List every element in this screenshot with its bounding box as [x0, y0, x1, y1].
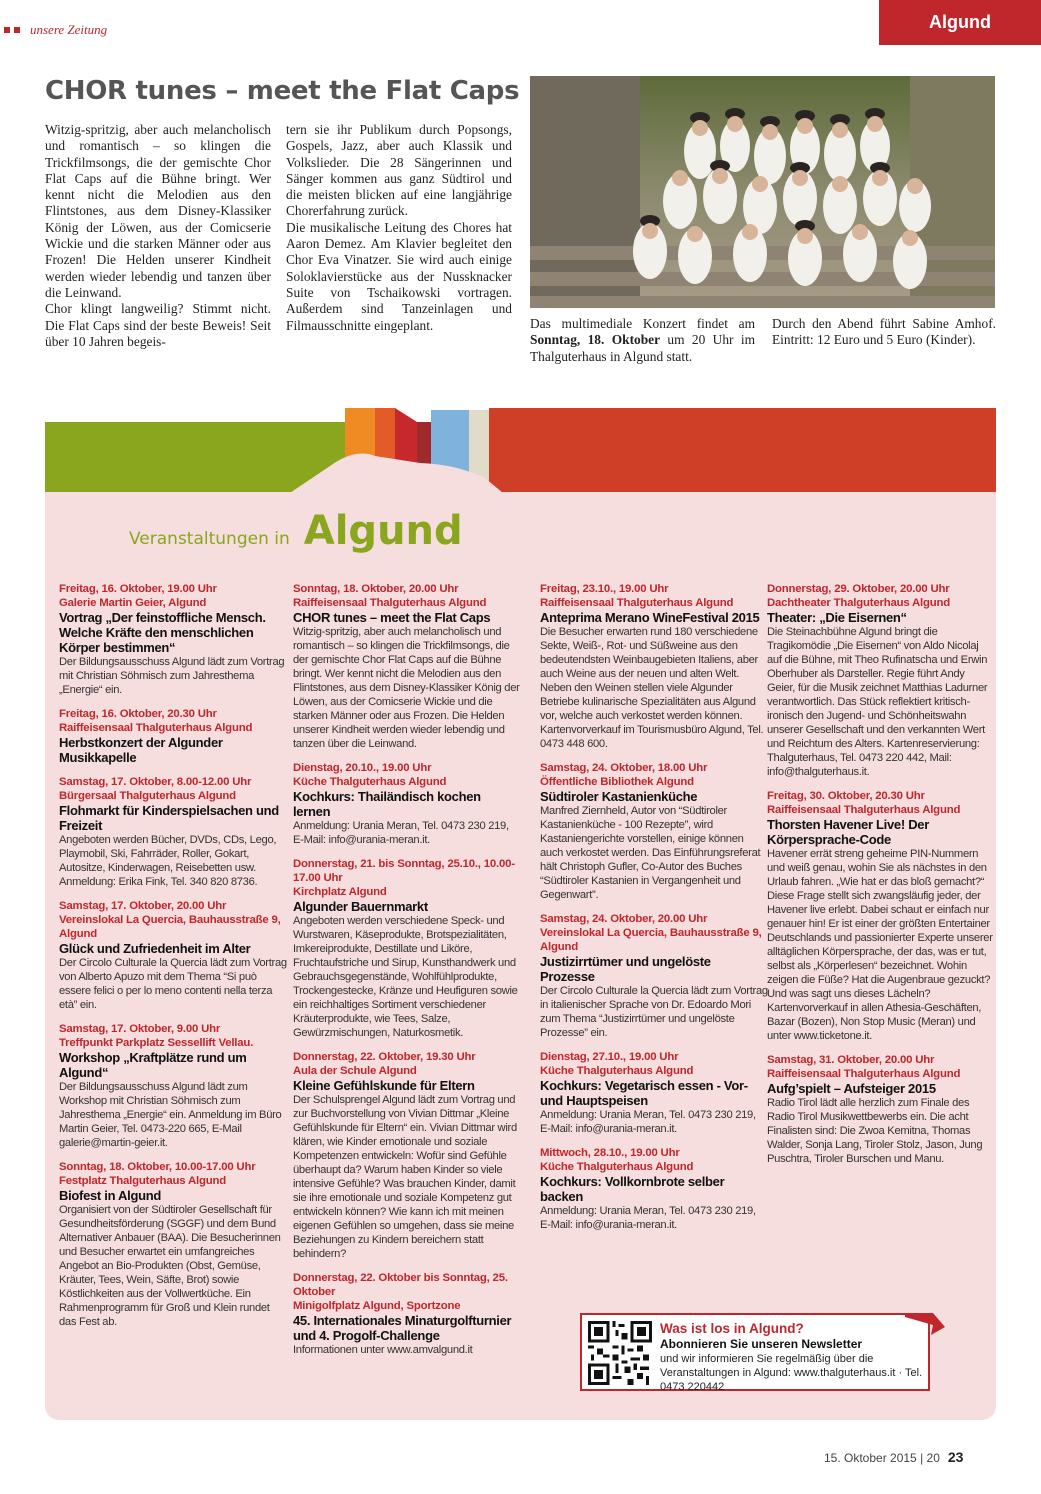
event-date: Samstag, 17. Oktober, 8.00-12.00 Uhr — [59, 776, 252, 788]
issue-date: 15. Oktober 2015 | 20 — [824, 1451, 940, 1465]
event-venue: Aula der Schule Algund — [293, 1065, 417, 1077]
event-entry — [767, 582, 995, 779]
event-entry — [59, 582, 287, 697]
event-venue: Minigolfplatz Algund, Sportzone — [293, 1300, 461, 1312]
event-description: Anmeldung: Urania Meran, Tel. 0473 230 219, E-Mail: info@urania-meran.it. — [540, 1205, 756, 1231]
event-title: CHOR tunes – meet the Flat Caps — [293, 610, 491, 625]
event-description: Der Bildungsausschuss Algund lädt zum Vortrag mit Christian Söhmisch zum Jahresthema „Energie“ ein. — [59, 656, 285, 696]
event-venue: Bürgersaal Thalguterhaus Algund — [59, 790, 236, 802]
event-date: Freitag, 16. Oktober, 20.30 Uhr — [59, 708, 217, 720]
page-footer — [824, 1449, 963, 1465]
newsletter-subscribe[interactable]: Abonnieren Sie unseren Newsletter — [660, 1337, 863, 1351]
brand-square-icon — [4, 27, 10, 33]
event-entry — [293, 1271, 521, 1357]
event-venue: Küche Thalguterhaus Algund — [540, 1161, 694, 1173]
event-entry — [540, 1146, 768, 1232]
event-description: Havener errät streng geheime PIN-Nummern und weiß genau, wohin Sie als nächstes in den Urlaub fahren. „Wie hat er das bloß gemacht?“ Diese Frage stellt sich zwangsläufig jeder, der Havener live erlebt. Dabei schaut er einfach nur genauer hin! Er ist einer der größten Entertainer Deutschlands und passionierter Experte unserer alltäglichen Körpersprache, der das, was er tut, selbst als „Körperlesen“ bezeichnet. Wohin zeigen die Füße? Hat die Augenbraue gezuckt? Und was sagt uns dieses Lächeln? Kartenvorverkauf in allen Athesia-Geschäften, Bazar (Bozen), Non Stop Music (Meran) und unter www.ticketone.it. — [767, 848, 993, 1042]
brand-square-icon — [14, 27, 20, 33]
event-venue: Öffentliche Bibliothek Algund — [540, 776, 694, 788]
events-heading — [129, 508, 463, 554]
event-description: Manfred Ziernheld, Autor von “Südtiroler Kastanienküche - 100 Rezepte”, wird Kastaniengerichte vorstellen, einige können auch verkostet werden. Das Einführungsreferat hält Christoph Gufler, Co-Autor des Buches “Südtiroler Kastanien in Vergangenheit und Gegenwart”. — [540, 805, 761, 901]
events-heading-prefix: Veranstaltungen in — [129, 529, 290, 549]
event-date: Donnerstag, 22. Oktober bis Sonntag, 25. Oktober — [293, 1272, 508, 1298]
event-description: Angeboten werden verschiedene Speck- und Wurstwaren, Käseprodukte, Brotspezialitäten, Imkereiprodukte, Destillate und Liköre, Fruchtaufstriche und Sirup, Kunsthandwerk und Gebrauchsgegenstände, Wohlfühlprodukte, Trockengestecke, Kränze und Heufiguren sowie ein reichhaltiges Sortiment verschiedener Kräuterprodukte, wie Tees, Salze, Gewürzmischungen, Naturkosmetik. — [293, 915, 518, 1039]
event-venue: Festplatz Thalguterhaus Algund — [59, 1175, 226, 1187]
event-title: Südtiroler Kastanienküche — [540, 789, 698, 804]
event-venue: Raiffeisensaal Thalguterhaus Algund — [767, 804, 961, 816]
events-column-3 — [540, 582, 768, 1242]
page-number: 23 — [947, 1449, 964, 1465]
article-paragraph: tern sie ihr Publikum durch Popsongs, Gospels, Jazz, aber auch Klassik und Volkslieder. Die 28 Sängerinnen und Sänger kommen aus ganz Südtirol und die meisten blicken auf eine langjährige Chorerfahrung zurück. — [286, 122, 512, 219]
publication-brand — [4, 22, 107, 38]
event-venue: Raiffeisensaal Thalguterhaus Algund — [59, 722, 253, 734]
choir-photo — [530, 76, 995, 308]
event-entry — [59, 1160, 287, 1329]
event-entry — [293, 761, 521, 847]
newsletter-box — [580, 1313, 930, 1391]
event-title: Aufg’spielt – Aufsteiger 2015 — [767, 1081, 936, 1096]
event-date: Donnerstag, 29. Oktober, 20.00 Uhr — [767, 583, 950, 595]
event-date: Dienstag, 27.10., 19.00 Uhr — [540, 1051, 679, 1063]
event-date: Freitag, 16. Oktober, 19.00 Uhr — [59, 583, 217, 595]
event-title: Theater: „Die Eisernen“ — [767, 610, 907, 625]
event-entry — [59, 775, 287, 889]
event-date: Sonntag, 18. Oktober, 10.00-17.00 Uhr — [59, 1161, 256, 1173]
event-entry — [540, 1050, 768, 1136]
event-entry — [767, 1053, 995, 1166]
event-title: Workshop „Kraftplätze rund um Algund“ — [59, 1050, 247, 1080]
event-description: Der Bildungsausschuss Algund lädt zum Workshop mit Christian Söhmisch zum Jahresthema „Energie“ ein. Anmeldung im Büro Martin Geier, Tel. 0473-220 665, E-Mail galerie@martin-geier.it. — [59, 1081, 282, 1149]
event-title: Anteprima Merano WineFestival 2015 — [540, 610, 760, 625]
newsletter-body: und wir informieren Sie regelmäßig über die Veranstaltungen in Algund: www.thalguterhaus.it · Tel. 0473 220442 — [660, 1353, 923, 1393]
photo-caption-1: Das multimediale Konzert findet am Sonntag, 18. Oktober um 20 Uhr im Thalguterhaus in Algund statt. — [530, 316, 755, 364]
event-date: Dienstag, 20.10., 19.00 Uhr — [293, 762, 432, 774]
event-date: Samstag, 31. Oktober, 20.00 Uhr — [767, 1054, 935, 1066]
event-description: Angeboten werden Bücher, DVDs, CDs, Lego, Playmobil, Ski, Fahrräder, Roller, Gokart, Autositze, Kinderwagen, Reisebetten usw. Anmeldung: Erika Fink, Tel. 340 820 8736. — [59, 834, 277, 888]
article-paragraph: Chor klingt langweilig? Stimmt nicht. Die Flat Caps sind der beste Beweis! Seit über 10 Jahren begeis- — [45, 301, 271, 349]
event-description: Witzig-spritzig, aber auch melancholisch und romantisch – so klingen die Trickfilmsongs, die der gemischte Chor Flat Caps auf die Bühne bringt. Wer kennt nicht die Melodien aus den Flintstones, aus dem Disney-Klassiker König der Löwen, aus der Comicserie Wickie und die starken Männer oder aus Frozen. Die Helden unserer Kindheit werden wieder lebendig und tanzen über die Leinwand. — [293, 626, 520, 750]
events-column-1 — [59, 582, 287, 1339]
event-description: Radio Tirol lädt alle herzlich zum Finale des Radio Tirol Musikwettbewerbs ein. Die acht Finalisten sind: Die Zwoa Kemitna, Thomas Walder, Sonja Lang, Tiroler Stolz, Jason, Jung Puschtra, Tiroler Burschen und Manu. — [767, 1097, 983, 1165]
event-venue: Raiffeisensaal Thalguterhaus Algund — [540, 597, 734, 609]
event-title: Herbstkonzert der Algunder Musikkapelle — [59, 735, 223, 765]
newsletter-text — [660, 1321, 924, 1394]
event-entry — [540, 761, 768, 902]
section-tab: Algund — [879, 0, 1041, 45]
event-title: Kochkurs: Thailändisch kochen lernen — [293, 789, 481, 819]
event-date: Samstag, 24. Oktober, 18.00 Uhr — [540, 762, 708, 774]
event-description: Informationen unter www.amvalgund.it — [293, 1344, 473, 1356]
event-entry — [59, 899, 287, 1012]
event-venue: Küche Thalguterhaus Algund — [540, 1065, 694, 1077]
newsletter-question: Was ist los in Algund? — [660, 1321, 804, 1336]
event-venue: Vereinslokal La Quercia, Bauhausstraße 9, Algund — [540, 927, 762, 953]
event-date: Freitag, 30. Oktober, 20.30 Uhr — [767, 790, 925, 802]
event-description: Die Besucher erwarten rund 180 verschiedene Sekte, Weiß-, Rot- und Süßweine aus den bedeutendsten Weinbaugebieten Italiens, aber auch Weine aus der neuen und alten Welt. Neben den Weinen stellen viele Algunder Betriebe kulinarische Spezialitäten aus Algund vor, welche auch verkostet werden können. Kartenvorverkauf im Tourismusbüro Algund, Tel. 0473 448 600. — [540, 626, 764, 750]
event-date: Freitag, 23.10., 19.00 Uhr — [540, 583, 669, 595]
event-description: Anmeldung: Urania Meran, Tel. 0473 230 219, E-Mail: info@urania-meran.it. — [540, 1109, 756, 1135]
event-title: Kochkurs: Vegetarisch essen - Vor- und Hauptspeisen — [540, 1078, 748, 1108]
event-date: Samstag, 24. Oktober, 20.00 Uhr — [540, 913, 708, 925]
event-venue: Küche Thalguterhaus Algund — [293, 776, 447, 788]
caption-date: Sonntag, 18. Oktober — [530, 332, 661, 348]
event-date: Donnerstag, 22. Oktober, 19.30 Uhr — [293, 1051, 476, 1063]
event-date: Samstag, 17. Oktober, 20.00 Uhr — [59, 900, 227, 912]
event-title: Glück und Zufriedenheit im Alter — [59, 941, 251, 956]
event-description: Anmeldung: Urania Meran, Tel. 0473 230 219, E-Mail: info@urania-meran.it. — [293, 820, 509, 846]
event-title: Thorsten Havener Live! Der Körpersprache-Code — [767, 817, 929, 847]
article-column-1 — [45, 122, 271, 350]
event-entry — [540, 582, 768, 751]
event-description: Der Circolo Culturale la Quercia lädt zum Vortrag in italienischer Sprache von Dr. Edoardo Mori zum Thema “Justizirrtümer und ungelöste Prozesse” ein. — [540, 985, 768, 1039]
event-venue: Kirchplatz Algund — [293, 886, 387, 898]
event-entry — [293, 857, 521, 1040]
event-description: Der Schulsprengel Algund lädt zum Vortrag und zur Buchvorstellung von Vivian Dittmar „Kleine Gefühlskunde für Eltern“ ein. Vivian Dittmar wird klären, wie Kinder emotionale und soziale Kompetenzen entwickeln: Wofür sind Gefühle überhaupt da? Warum haben Kinder so viele intensive Gefühle? Was brauchen Kinder, damit sie ihre emotionale und soziale Kompetenz gut entwickeln können? Wie kann ich mit meinen eigenen Gefühlen so umgehen, dass sie meine Beziehungen zu Kindern bereichern statt behindern? — [293, 1094, 517, 1260]
event-date: Mittwoch, 28.10., 19.00 Uhr — [540, 1147, 680, 1159]
event-title: Kleine Gefühlskunde für Eltern — [293, 1078, 475, 1093]
event-venue: Treffpunkt Parkplatz Sessellift Vellau. — [59, 1037, 254, 1049]
event-venue: Raiffeisensaal Thalguterhaus Algund — [293, 597, 487, 609]
event-date: Samstag, 17. Oktober, 9.00 Uhr — [59, 1023, 221, 1035]
publication-name: unsere Zeitung — [30, 22, 108, 37]
event-description: Der Circolo Culturale la Quercia lädt zum Vortrag von Alberto Apuzo mit dem Thema “Si può essere felici o per lo meno contenti nella terza età” ein. — [59, 957, 287, 1011]
event-date: Donnerstag, 21. bis Sonntag, 25.10., 10.00-17.00 Uhr — [293, 858, 515, 884]
event-title: Algunder Bauernmarkt — [293, 899, 428, 914]
event-entry — [293, 582, 521, 751]
event-entry — [767, 789, 995, 1043]
newsletter-arrow-icon — [905, 1313, 945, 1353]
qr-code-icon[interactable] — [588, 1321, 652, 1385]
events-heading-place: Algund — [303, 508, 463, 554]
event-title: Biofest in Algund — [59, 1188, 162, 1203]
article-paragraph: Die musikalische Leitung des Chores hat Aaron Demez. Am Klavier begleitet den Chor Eva Vinatzer. Sie wird auch einige Soloklavierstücke aus der Nussknacker Suite von Tschaikowski vortragen. Außerdem sind Tanzeinlagen und Filmausschnitte eingeplant. — [286, 219, 512, 333]
event-entry — [59, 707, 287, 765]
event-title: Kochkurs: Vollkornbrote selber backen — [540, 1174, 725, 1204]
events-banner-graphic — [45, 408, 996, 503]
event-venue: Vereinslokal La Quercia, Bauhausstraße 9, Algund — [59, 914, 281, 940]
event-title: Justizirrtümer und ungelöste Prozesse — [540, 954, 711, 984]
event-entry — [59, 1022, 287, 1150]
photo-caption-2: Durch den Abend führt Sabine Amhof. Eintritt: 12 Euro und 5 Euro (Kinder). — [772, 316, 996, 348]
event-entry — [293, 1050, 521, 1261]
event-description: Die Steinachbühne Algund bringt die Tragikomödie „Die Eisernen“ von Aldo Nicolaj auf die Bühne, mit Theo Rufinatscha und Erwin Oberhuber als Darsteller. Regie führt Andy Geier, für die Musik zeichnet Matthias Ladurner verantwortlich. Das Stück reflektiert kritisch-ironisch den Jugend- und Schönheitswahn unserer Gesellschaft und den verkannten Wert und Reichtum des Alters. Kartenreservierung: Thalguterhaus, Tel. 0473 220 442, Mail: info@thalguterhaus.it. — [767, 626, 988, 778]
event-title: Vortrag „Der feinstoffliche Mensch. Welche Kräfte den menschlichen Körper bestimmen“ — [59, 610, 266, 655]
article-column-2 — [286, 122, 512, 334]
event-description: Organisiert von der Südtiroler Gesellschaft für Gesundheitsförderung (SGGF) und dem Bund Alternativer Anbauer (BAA). Die Besucherinnen und Besucher erwartet ein umfangreiches Angebot an Bio-Produkten (Obst, Gemüse, Kräuter, Tees, Wein, Säfte, Brot) sowie Köstlichkeiten aus der Vollwertküche. Ein Rahmenprogramm für Groß und Klein rundet das Fest ab. — [59, 1204, 281, 1328]
event-venue: Dachtheater Thalguterhaus Algund — [767, 597, 951, 609]
article-headline: CHOR tunes – meet the Flat Caps — [45, 76, 520, 106]
article-paragraph: Witzig-spritzig, aber auch melancholisch und romantisch – so klingen die Trickfilmsongs, die der gemischte Chor Flat Caps auf die Bühne bringt. Wer kennt nicht die Melodien aus den Flintstones, aus dem Disney-Klassiker König der Löwen, aus der Comicserie Wickie und die starken Männer oder aus Frozen! Die Helden unserer Kindheit werden wieder lebendig und tanzen über die Leinwand. — [45, 122, 271, 300]
event-venue: Raiffeisensaal Thalguterhaus Algund — [767, 1068, 961, 1080]
events-column-4 — [767, 582, 995, 1176]
event-venue: Galerie Martin Geier, Algund — [59, 597, 207, 609]
event-title: 45. Internationales Minaturgolfturnier und 4. Progolf-Challenge — [293, 1313, 512, 1343]
events-column-2 — [293, 582, 521, 1367]
event-date: Sonntag, 18. Oktober, 20.00 Uhr — [293, 583, 459, 595]
event-title: Flohmarkt für Kinderspielsachen und Freizeit — [59, 803, 279, 833]
event-entry — [540, 912, 768, 1040]
